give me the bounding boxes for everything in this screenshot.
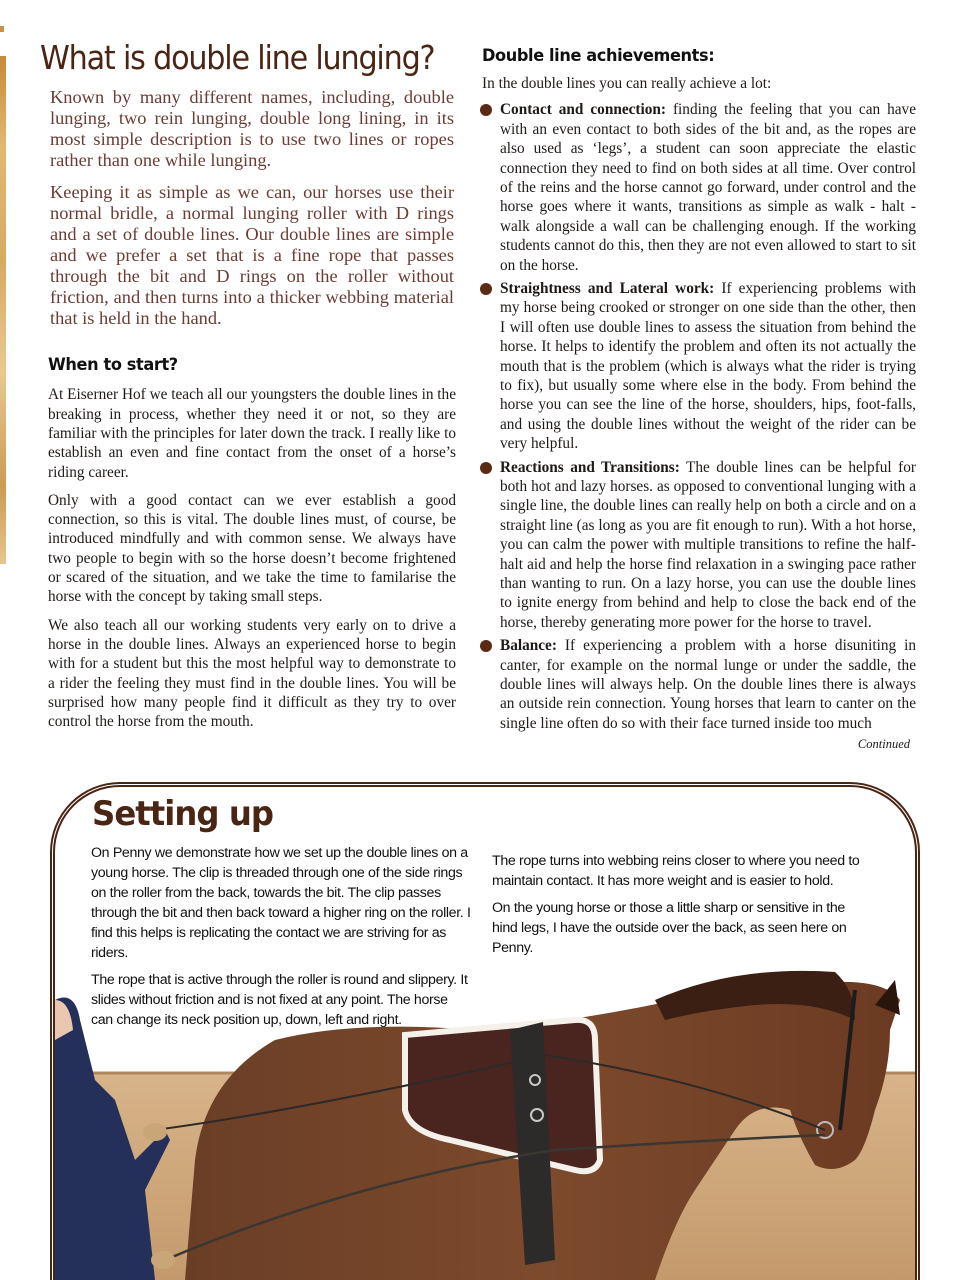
list-item <box>482 458 916 633</box>
setup-paragraph: On Penny we demonstrate how we set up the double lines on a young horse. The clip is threaded through one of the side rings on the roller from the back, towards the bit. The clip passes through the bit and then back toward a higher ring on the roller. I find this helps is replicating the contact we are striving for as riders. <box>91 845 471 961</box>
setup-paragraph: The rope turns into webbing reins closer to where you need to maintain contact. It has more weight and is easier to hold. <box>492 853 860 889</box>
achievements-heading: Double line achievements: <box>482 46 715 66</box>
setup-paragraph: The rope that is active through the roller is round and slippery. It slides without friction and is not fixed at any point. The horse can change its neck position up, down, left and right. <box>91 972 468 1028</box>
body-paragraph: We also teach all our working students very early on to drive a horse in the double lines. Always an experienced horse to begin with for a student but this the most helpful way to demonstrate to a rider the feeling they must find in the double lines. You will be surprised how many people find it difficult as they try to over control the horse from the mouth. <box>48 616 456 731</box>
item-text: If experiencing a problem with a horse disuniting in canter, for example on the normal lunge or under the saddle, the double lines will always help. On the double lines there is always an outside rein connection. Young horses that learn to canter on the single line often do so with their face turned inside too much <box>500 637 916 732</box>
page-edge-mark <box>0 26 4 32</box>
item-title: Contact and connection: <box>500 101 667 119</box>
bullet-icon <box>480 640 492 652</box>
adjacent-page-edge <box>0 56 6 564</box>
setting-up-left-text <box>91 843 471 1030</box>
intro-paragraph: Known by many different names, including, double lunging, two rein lunging, double long lining, in its most simple description is to use two lines or ropes rather than one while lunging. <box>50 87 454 171</box>
achievements-list <box>482 100 916 733</box>
achievements-intro: In the double lines you can really achieve a lot: <box>482 75 772 92</box>
item-text: If experiencing problems with my horse being crooked or stronger on one side than the other, then I will often use double lines to assess the situation from behind the horse. It helps to identify the problem and often its not actually the mouth that is the problem (which is always what the rider is trying to fix), but usually some where else in the body. From behind the horse you can see the line of the horse, shoulders, hips, foot-falls, and using the double lines without the weight of the rider can be very helpful. <box>500 279 916 453</box>
list-item <box>482 279 916 454</box>
bullet-icon <box>480 104 492 116</box>
setting-up-right-text <box>492 851 872 958</box>
bullet-icon <box>480 283 492 295</box>
page-title: What is double line lunging? <box>40 39 435 77</box>
list-item <box>482 100 916 275</box>
intro-text <box>50 87 454 329</box>
body-paragraph: At Eiserner Hof we teach all our youngsters the double lines in the breaking in process, whether they need it or not, so they are familiar with the principles for later down the track. I really like to establish an even and fine contact from the onset of a horse’s riding career. <box>48 386 456 481</box>
when-to-start-body <box>48 385 456 731</box>
left-column <box>40 40 458 731</box>
intro-paragraph: Keeping it as simple as we can, our horses use their normal bridle, a normal lunging roller with D rings and a set of double lines. Our double lines are simple and we prefer a set that is a fine rope that passes through the bit and D rings on the roller without friction, and then turns into a thicker webbing material that is held in the hand. <box>50 182 454 329</box>
item-text: finding the feeling that you can have with an even contact to both sides of the bit and, as the ropes are also used as ‘legs’, a student can soon appreciate the elastic connection they need to find on both sides at all time. Over control of the reins and the horse cannot go forward, under control and the horse goes where it wants, transitions as simple as walk - halt - walk alongside a wall can be challenging enough. If the working students cannot do this, then they are not even allowed to start to sit on the horse. <box>500 101 916 274</box>
item-title: Straightness and Lateral work: <box>500 279 715 297</box>
continued-label: Continued <box>857 737 910 752</box>
item-text: The double lines can be helpful for both hot and lazy horses. as opposed to conventional lunging with a single line, the double lines can really help on both a circle and on a straight line (as long as you are fit enough to run). With a hot horse, you can calm the power with multiple transitions to refine the half-halt aid and help the horse find relaxation in a swinging pace rather than wanting to run. On a lazy horse, you can use the double lines to ignite energy from behind and help to close the back end of the horse, thereby generating more power for the horse to travel. <box>500 458 916 631</box>
setting-up-title: Setting up <box>92 794 274 834</box>
body-paragraph: Only with a good contact can we ever establish a good connection, so this is vital. The double lines must, of course, be introduced mindfully and with common sense. We always have two people to begin with so the horse doesn’t become frightened or scared of the situation, and we take the time to familarise the horse with the concept by taking small steps. <box>48 491 456 606</box>
item-title: Balance: <box>500 637 557 655</box>
when-to-start-heading: When to start? <box>48 355 178 376</box>
bullet-icon <box>480 462 492 474</box>
setup-paragraph: On the young horse or those a little sharp or sensitive in the hind legs, I have the outside over the back, as seen here on Penny. <box>492 900 847 956</box>
list-item <box>482 636 916 733</box>
right-column <box>482 46 916 752</box>
item-title: Reactions and Transitions: <box>500 458 680 476</box>
